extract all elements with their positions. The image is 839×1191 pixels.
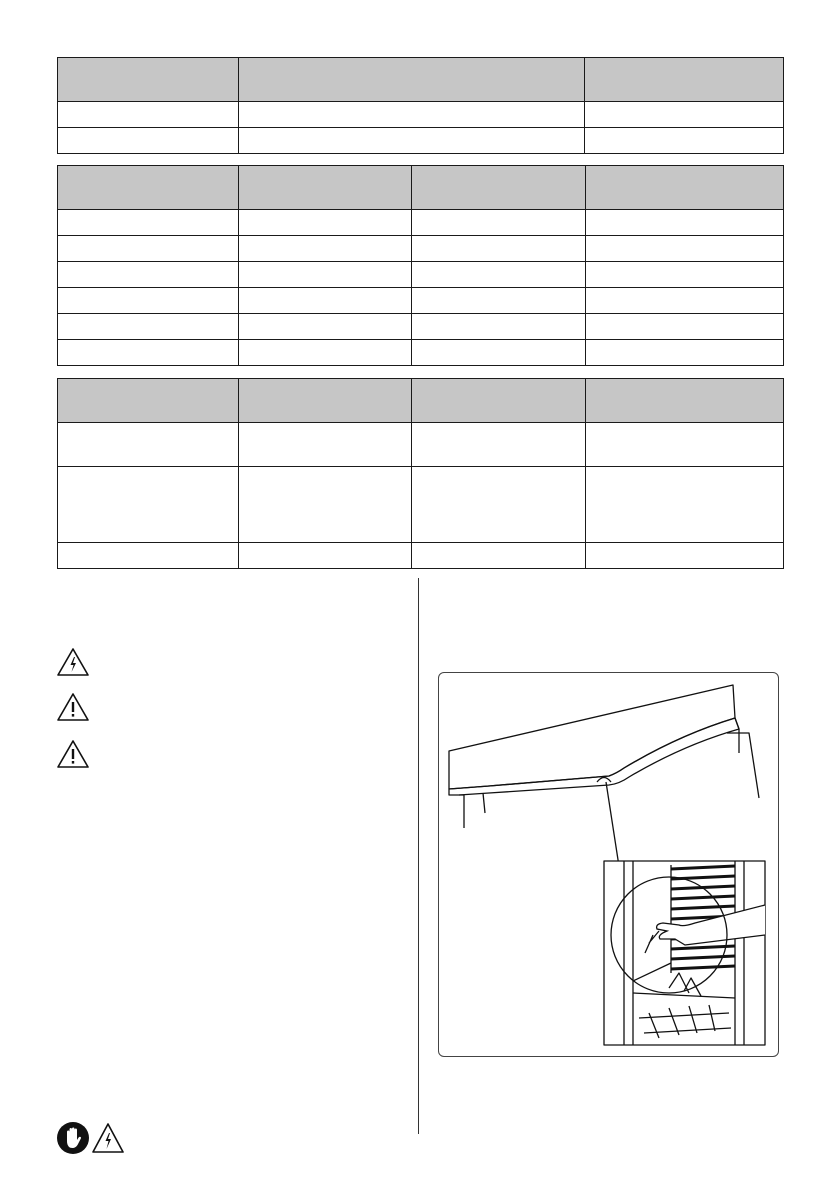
table-row [58,288,784,314]
table-header-row [58,166,784,210]
table-row [58,236,784,262]
table-header-row [58,379,784,423]
hand-stop-icon [56,1121,90,1155]
spec-table-2 [57,165,784,366]
table-row [58,210,784,236]
table-row [58,102,784,128]
column-divider [418,578,419,1134]
table-row [58,543,784,569]
table-header-row [58,58,784,102]
spec-table-3 [57,378,784,569]
electric-hazard-icon [56,647,90,677]
table-row [58,262,784,288]
table-row [58,314,784,340]
header-cell [585,58,784,102]
header-cell [239,58,585,102]
table-row [58,423,784,467]
spec-table-1 [57,57,784,154]
table-row [58,128,784,154]
table-row [58,340,784,366]
light-cover-drawing [439,673,778,1056]
header-cell [58,58,239,102]
warning-icon [56,739,90,769]
ceiling-light-cover-illustration [438,672,779,1057]
electric-hazard-icon [91,1122,125,1154]
warning-icon [56,692,90,722]
table-row [58,467,784,543]
